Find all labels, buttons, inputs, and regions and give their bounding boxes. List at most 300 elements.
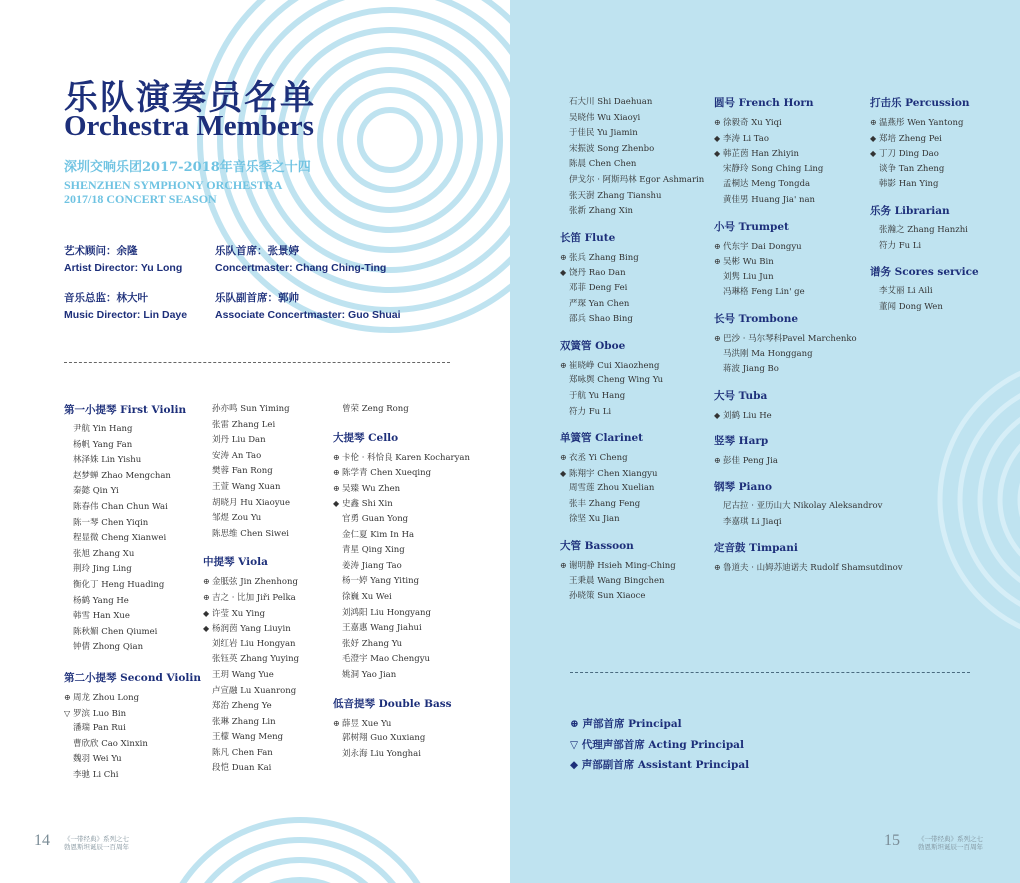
- member-row: [203, 449, 299, 465]
- member-name: 许莹 Xu Ying: [212, 608, 266, 619]
- member-name: 潘瑞 Pan Rui: [73, 723, 126, 734]
- member-name: 彭佳 Peng Jia: [723, 456, 778, 467]
- member-name: 史鑫 Shi Xin: [342, 499, 393, 510]
- member-name: 魏羽 Wei Yu: [73, 754, 122, 765]
- member-name: 樊蓉 Fan Rong: [212, 466, 273, 477]
- member-row: [333, 747, 470, 763]
- member-name: 胡晓月 Hu Xiaoyue: [212, 497, 291, 508]
- member-name: 鲁道夫 · 山姆苏迪诺夫 Rudolf Shamsutdinov: [723, 563, 903, 574]
- member-name: 李驰 Li Chi: [73, 769, 119, 780]
- member-row: [333, 590, 470, 606]
- member-name: 吴臻 Wu Zhen: [342, 483, 401, 494]
- member-row: [560, 173, 704, 189]
- member-name: 孟桐达 Meng Tongda: [723, 179, 811, 190]
- member-row: [333, 559, 470, 575]
- member-name: 张琳 Zhang Lin: [212, 716, 276, 727]
- member-row: [64, 706, 201, 722]
- member-row: [560, 450, 704, 466]
- member-name: 姜涛 Jiang Tao: [342, 560, 402, 571]
- section-list: [714, 408, 903, 424]
- member-row: [333, 543, 470, 559]
- member-name: 崔晓峥 Cui Xiaozheng: [569, 360, 660, 371]
- section-list: [870, 284, 979, 315]
- member-name: 郑咏舆 Cheng Wing Yu: [569, 375, 664, 386]
- member-name: 曾荣 Zeng Rong: [342, 404, 409, 414]
- member-name: 金胝弦 Jin Zhenhong: [212, 577, 298, 588]
- member-name: 严琛 Yan Chen: [569, 298, 630, 309]
- role-marker: ⊕: [560, 561, 567, 571]
- role-marker: ⊕: [714, 333, 721, 343]
- member-row: [560, 574, 704, 590]
- member-row: [333, 637, 470, 653]
- member-name: 郑培 Zheng Pei: [879, 133, 942, 144]
- member-name: 陈秋媚 Chen Qiumei: [73, 626, 158, 637]
- member-name: 安涛 An Tao: [212, 450, 262, 461]
- member-name: 郭树翔 Guo Xuxiang: [342, 733, 426, 744]
- member-row: [870, 115, 979, 131]
- season-title-en: [64, 178, 282, 206]
- member-name: 伊戈尔 · 阿斯玛林 Egor Ashmarin: [569, 174, 705, 185]
- section-title: 大管 Bassoon: [560, 540, 634, 553]
- member-name: 郑治 Zheng Ye: [212, 701, 272, 712]
- section-list: [560, 558, 704, 605]
- role-marker: ◆: [870, 133, 877, 143]
- role-marker: ⊕: [714, 241, 721, 251]
- concertmaster: [215, 243, 386, 277]
- role-marker: ⊕: [870, 118, 877, 127]
- member-row: [203, 715, 299, 731]
- member-row: [870, 177, 979, 193]
- member-name: 张雷 Zhang Lei: [212, 419, 276, 430]
- footer-caption-left: [64, 835, 129, 851]
- member-row: [203, 621, 299, 637]
- section-title: 谱务 Scores service: [870, 266, 979, 279]
- member-row: [64, 752, 201, 768]
- member-name: 周龙 Zhou Long: [73, 692, 140, 703]
- section-list: [560, 358, 704, 420]
- member-row: [333, 512, 470, 528]
- section-title: 乐务 Librarian: [870, 204, 950, 217]
- associate-concertmaster-en: Associate Concertmaster: Guo Shuai: [215, 309, 401, 321]
- member-row: [560, 373, 704, 389]
- season-line-1: SHENZHEN SYMPHONY ORCHESTRA: [64, 178, 283, 192]
- member-name: 尼古拉 · 亚历山大 Nikolay Aleksandrov: [723, 500, 883, 511]
- member-name: 张兵 Zhang Bing: [569, 252, 639, 263]
- member-name: 代东宇 Dai Dongyu: [723, 241, 802, 252]
- member-row: [870, 162, 979, 178]
- footer-caption-line: 《一带经典》系列之七: [918, 835, 983, 843]
- member-row: [333, 528, 470, 544]
- member-name: 青星 Qing Xing: [342, 545, 405, 556]
- member-row: [203, 574, 299, 590]
- member-row: [560, 558, 704, 574]
- member-name: 石大川 Shi Daehuan: [569, 97, 653, 107]
- member-row: [203, 590, 299, 606]
- member-row: [64, 547, 201, 563]
- member-row: [203, 684, 299, 700]
- role-marker: ▽: [64, 708, 71, 718]
- member-name: 金仁夏 Kim In Ha: [342, 529, 415, 540]
- member-name: 程显微 Cheng Xianwei: [73, 533, 167, 544]
- member-row: [560, 95, 704, 111]
- member-name: 于航 Yu Hang: [569, 390, 626, 401]
- legend-assistant-principal: ◆ 声部副首席 Assistant Principal: [570, 759, 750, 771]
- member-name: 丁刀 Ding Dao: [879, 149, 939, 160]
- member-name: 刘鸿阳 Liu Hongyang: [342, 607, 431, 618]
- role-marker: ◆: [714, 149, 721, 159]
- member-name: 马洪刚 Ma Honggang: [723, 348, 813, 359]
- section-list: [333, 716, 470, 763]
- member-name: 宋振波 Song Zhenbo: [569, 143, 655, 154]
- member-row: [333, 481, 470, 497]
- member-row: [560, 512, 704, 528]
- role-marker: ⊕: [560, 252, 567, 262]
- member-name: 谈争 Tan Zheng: [879, 163, 945, 174]
- member-row: [64, 578, 201, 594]
- member-row: [64, 737, 201, 753]
- member-row: [560, 250, 704, 266]
- member-name: 李涛 Li Tao: [723, 133, 769, 144]
- section-list: [560, 95, 704, 220]
- member-name: 陈翔宇 Chen Xiangyu: [569, 468, 658, 479]
- member-name: 韩芷茵 Han Zhiyin: [723, 149, 799, 160]
- member-name: 蒋波 Jiang Bo: [723, 364, 779, 375]
- role-marker: ⊕: [333, 468, 340, 478]
- member-row: [560, 111, 704, 127]
- member-row: [203, 761, 299, 777]
- member-name: 谢明静 Hsieh Ming-Ching: [569, 561, 676, 572]
- member-row: [560, 265, 704, 281]
- member-row: [333, 652, 470, 668]
- divider: [64, 362, 450, 363]
- column-6: [870, 95, 979, 315]
- member-name: 徐坚 Xu Jian: [569, 514, 620, 525]
- member-name: 卡伦 · 科恰良 Karen Kocharyan: [342, 452, 470, 463]
- member-row: [64, 438, 201, 454]
- member-name: 陈学青 Chen Xueqing: [342, 468, 432, 479]
- member-name: 杨鹤 Yang He: [73, 595, 129, 606]
- member-name: 陈凡 Chen Fan: [212, 747, 273, 758]
- section-list: [64, 422, 201, 656]
- member-row: [64, 562, 201, 578]
- member-row: [714, 362, 903, 378]
- member-name: 王萱 Wang Xuan: [212, 481, 281, 492]
- role-marker: ◆: [203, 608, 210, 618]
- member-name: 李嘉琪 Li Jiaqi: [723, 516, 782, 527]
- member-name: 赵梦蝉 Zhao Mengchan: [73, 470, 171, 481]
- member-row: [64, 594, 201, 610]
- season-title-cn: 深圳交响乐团2017-2018年音乐季之十四: [64, 160, 311, 175]
- member-name: 罗滨 Luo Bin: [73, 708, 127, 719]
- member-name: 尹航 Yin Hang: [73, 424, 133, 434]
- section-title: 中提琴 Viola: [203, 556, 268, 569]
- member-row: [64, 422, 201, 438]
- artistic-director-cn: 艺术顾问：余隆: [64, 245, 138, 257]
- member-row: [560, 204, 704, 220]
- legend: [570, 714, 749, 776]
- section-list: [560, 450, 704, 528]
- member-name: 陈思维 Chen Siwei: [212, 528, 289, 539]
- member-name: 杨一婷 Yang Yiting: [342, 576, 420, 587]
- member-row: [333, 402, 470, 418]
- concertmaster-en: Concertmaster: Chang Ching-Ting: [215, 262, 387, 274]
- member-row: [714, 515, 903, 531]
- member-name: 刘丹 Liu Dan: [212, 435, 266, 446]
- member-name: 饶丹 Rao Dan: [569, 268, 626, 279]
- member-row: [560, 389, 704, 405]
- member-name: 徐巍 Xu Wei: [342, 591, 392, 602]
- member-row: [560, 466, 704, 482]
- member-row: [64, 453, 201, 469]
- role-marker: ⊕: [714, 118, 721, 127]
- member-row: [870, 284, 979, 300]
- section-title: 打击乐 Percussion: [870, 97, 970, 109]
- member-name: 毛澄宇 Mao Chengyu: [342, 654, 430, 665]
- season-line-2: 2017/18 CONCERT SEASON: [64, 192, 217, 206]
- member-row: [560, 297, 704, 313]
- section-list: [560, 250, 704, 328]
- member-row: [203, 637, 299, 653]
- role-marker: ◆: [870, 149, 877, 159]
- section-list: [333, 402, 470, 418]
- artistic-director-en: Artist Director: Yu Long: [64, 262, 183, 274]
- member-row: [64, 609, 201, 625]
- member-row: [203, 699, 299, 715]
- associate-concertmaster: [215, 290, 401, 324]
- member-row: [203, 433, 299, 449]
- footer-caption-line: 勃恩斯坦诞辰一百周年: [64, 843, 129, 851]
- role-marker: ◆: [714, 133, 721, 143]
- member-name: 于佳民 Yu Jiamin: [569, 128, 638, 139]
- section-title: 定音鼓 Timpani: [714, 542, 798, 555]
- footer-caption-line: 勃恩斯坦诞辰一百周年: [918, 843, 983, 851]
- role-marker: ◆: [560, 468, 567, 478]
- member-name: 吉之 · 比加 Jiři Pelka: [212, 592, 296, 603]
- member-row: [870, 131, 979, 147]
- member-name: 陈一琴 Chen Yiqin: [73, 517, 149, 528]
- member-row: [64, 690, 201, 706]
- member-row: [64, 625, 201, 641]
- role-marker: ⊕: [560, 360, 567, 370]
- section-title: 第二小提琴 Second Violin: [64, 671, 202, 684]
- section-title: 低音提琴 Double Bass: [333, 697, 452, 710]
- member-name: 李艾丽 Li Aili: [879, 286, 933, 297]
- legend-principal: ⊕ 声部首席 Principal: [570, 718, 682, 730]
- music-director-en: Music Director: Lin Daye: [64, 309, 188, 321]
- section-title: 长号 Trombone: [714, 312, 799, 325]
- associate-concertmaster-cn: 乐队副首席：郭帅: [215, 292, 299, 304]
- section-list: [870, 223, 979, 254]
- member-name: 张钰英 Zhang Yuying: [212, 654, 300, 665]
- member-name: 刘红岩 Liu Hongyan: [212, 638, 296, 649]
- column-2: [203, 402, 299, 777]
- member-row: [64, 500, 201, 516]
- member-row: [64, 484, 201, 500]
- member-name: 张天澍 Zhang Tianshu: [569, 190, 662, 201]
- member-row: [714, 560, 903, 576]
- member-row: [203, 652, 299, 668]
- member-name: 张旭 Zhang Xu: [73, 548, 135, 559]
- member-name: 孙亦鸣 Sun Yiming: [212, 404, 290, 414]
- member-name: 陈春伟 Chan Chun Wai: [73, 501, 168, 512]
- role-marker: ⊕: [333, 483, 340, 493]
- member-name: 张瀚之 Zhang Hanzhi: [879, 224, 968, 235]
- role-marker: ⊕: [560, 453, 567, 463]
- section-list: [333, 450, 470, 684]
- member-name: 薛昱 Xue Yu: [342, 718, 392, 729]
- member-row: [64, 516, 201, 532]
- section-title: 钢琴 Piano: [714, 480, 772, 493]
- member-row: [333, 450, 470, 466]
- member-row: [560, 312, 704, 328]
- member-row: [333, 606, 470, 622]
- member-name: 张丰 Zhang Feng: [569, 498, 641, 509]
- member-name: 段恺 Duan Kai: [212, 763, 272, 774]
- role-marker: ⊕: [714, 456, 721, 466]
- member-name: 符力 Fu Li: [879, 240, 922, 251]
- member-row: [203, 606, 299, 622]
- member-row: [560, 481, 704, 497]
- member-name: 刘永海 Liu Yonghai: [342, 748, 421, 759]
- artistic-director: [64, 243, 182, 277]
- member-name: 王嘉惠 Wang Jiahui: [342, 623, 422, 634]
- role-marker: ⊕: [203, 592, 210, 602]
- member-name: 林泽姝 Lin Yishu: [73, 455, 142, 466]
- member-name: 冯琳格 Feng Lin' ge: [723, 287, 805, 298]
- role-marker: ⊕: [203, 577, 210, 587]
- member-name: 宋静玲 Song Ching Ling: [723, 163, 824, 174]
- member-row: [333, 465, 470, 481]
- member-row: [203, 730, 299, 746]
- music-director: [64, 290, 187, 324]
- role-marker: ⊕: [64, 692, 71, 702]
- member-row: [714, 453, 903, 469]
- member-row: [203, 511, 299, 527]
- section-list: [203, 402, 299, 542]
- member-row: [870, 223, 979, 239]
- member-row: [560, 157, 704, 173]
- section-title: 小号 Trumpet: [714, 220, 789, 233]
- member-row: [64, 640, 201, 656]
- section-list: [203, 574, 299, 777]
- member-name: 姚洞 Yao Jian: [342, 669, 397, 680]
- role-marker: ◆: [333, 499, 340, 509]
- role-marker: ⊕: [333, 718, 340, 728]
- footer-caption-right: [918, 835, 983, 851]
- member-name: 秦懿 Qin Yi: [73, 486, 119, 497]
- concertmaster-cn: 乐队首席：张景婷: [215, 245, 299, 257]
- role-marker: ◆: [203, 624, 210, 634]
- member-row: [560, 405, 704, 421]
- section-title: 长笛 Flute: [560, 231, 616, 244]
- section-title: 双簧管 Oboe: [560, 339, 626, 352]
- member-row: [870, 146, 979, 162]
- member-name: 卢宣融 Lu Xuanrong: [212, 685, 297, 696]
- member-name: 周雪莲 Zhou Xuelian: [569, 483, 655, 494]
- member-row: [333, 716, 470, 732]
- member-row: [203, 480, 299, 496]
- member-row: [714, 499, 903, 515]
- page-number-right: 15: [884, 832, 900, 849]
- section-list: [64, 690, 201, 784]
- member-row: [560, 142, 704, 158]
- legend-acting-principal: ▽ 代理声部首席 Acting Principal: [570, 738, 744, 751]
- member-name: 荆玲 Jing Ling: [73, 564, 132, 575]
- section-title: 大提琴 Cello: [333, 431, 399, 444]
- member-name: 杨润茵 Yang Liuyin: [212, 624, 291, 635]
- member-name: 杨帆 Yang Fan: [73, 439, 133, 450]
- column-1: [64, 402, 201, 783]
- member-name: 刘鹤 Liu He: [723, 410, 772, 421]
- member-name: 王玥 Wang Yue: [212, 669, 274, 680]
- section-list: [714, 499, 903, 530]
- member-name: 徐毅奇 Xu Yiqi: [723, 118, 782, 128]
- member-name: 温燕彤 Wen Yantong: [879, 118, 964, 128]
- section-title: 竖琴 Harp: [714, 435, 769, 448]
- member-name: 符力 Fu Li: [569, 406, 612, 417]
- member-row: [333, 574, 470, 590]
- member-row: [203, 418, 299, 434]
- section-list: [870, 115, 979, 193]
- member-name: 王秉晨 Wang Bingchen: [569, 575, 665, 586]
- member-name: 官勇 Guan Yong: [342, 513, 409, 524]
- role-marker: ⊕: [714, 563, 721, 573]
- section-list: [714, 560, 903, 576]
- member-row: [560, 589, 704, 605]
- footer-caption-line: 《一带经典》系列之七: [64, 835, 129, 843]
- member-row: [203, 402, 299, 418]
- member-row: [203, 746, 299, 762]
- member-row: [870, 300, 979, 316]
- member-row: [203, 668, 299, 684]
- member-name: 曹欣欣 Cao Xinxin: [73, 738, 148, 749]
- music-director-cn: 音乐总监：林大叶: [64, 292, 148, 304]
- member-name: 钟倩 Zhong Qian: [73, 642, 144, 653]
- member-name: 王檬 Wang Meng: [212, 732, 284, 743]
- page-title-cn: 乐队演奏员名单: [64, 78, 316, 118]
- member-row: [560, 126, 704, 142]
- column-4: [560, 95, 704, 605]
- member-row: [203, 496, 299, 512]
- section-title: 大号 Tuba: [714, 389, 768, 402]
- member-name: 韩雪 Han Xue: [73, 611, 130, 622]
- member-name: 衡化丁 Heng Huading: [73, 579, 165, 590]
- member-name: 刘隽 Liu Jun: [723, 271, 774, 282]
- member-name: 吴彬 Wu Bin: [723, 257, 774, 268]
- member-row: [64, 531, 201, 547]
- member-name: 巴沙 · 马尔琴科Pavel Marchenko: [723, 333, 857, 344]
- member-row: [333, 621, 470, 637]
- member-row: [560, 497, 704, 513]
- member-row: [64, 768, 201, 784]
- member-row: [64, 721, 201, 737]
- member-row: [203, 527, 299, 543]
- member-row: [560, 189, 704, 205]
- member-row: [714, 408, 903, 424]
- section-title: 第一小提琴 First Violin: [64, 404, 187, 416]
- member-row: [64, 469, 201, 485]
- member-name: 韩影 Han Ying: [879, 179, 939, 190]
- member-name: 孙晓策 Sun Xiaoce: [569, 591, 646, 602]
- section-title: 单簧管 Clarinet: [560, 432, 643, 445]
- member-name: 陈晨 Chen Chen: [569, 159, 637, 170]
- page-number-left: 14: [34, 832, 50, 849]
- member-row: [560, 281, 704, 297]
- member-name: 邹煜 Zou Yu: [212, 513, 262, 524]
- role-marker: ⊕: [714, 257, 721, 267]
- section-list: [714, 331, 903, 378]
- role-marker: ⊕: [333, 452, 340, 462]
